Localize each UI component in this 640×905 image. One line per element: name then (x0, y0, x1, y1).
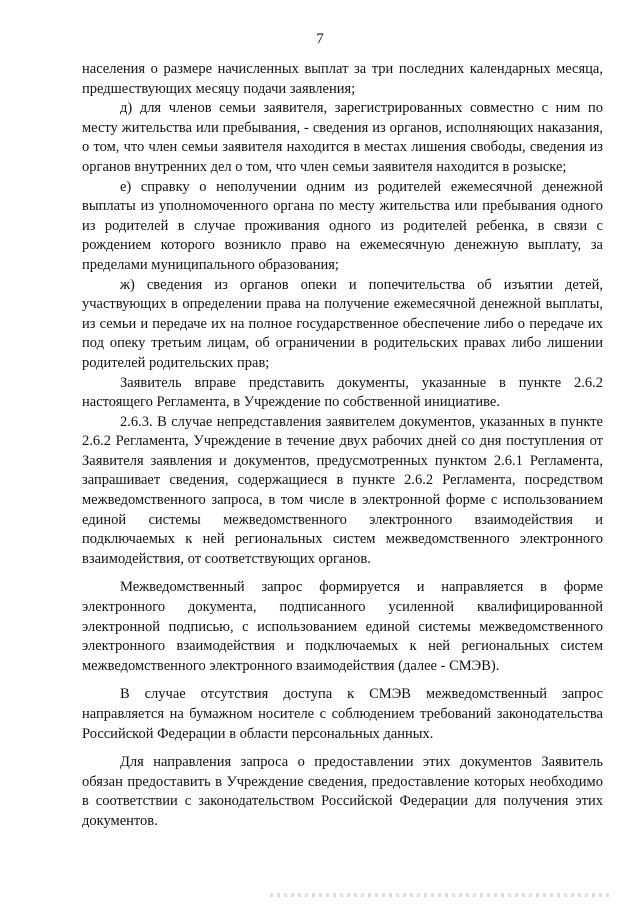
paragraph-item-d: д) для членов семьи заявителя, зарегистрированных совместно с ним по месту жительства или пребывания, - сведения из органов, исполняющих наказания, о том, что член семьи заявителя находится в местах лишения свободы, сведения из органов внутренних дел о том, что член семьи заявителя находится в розыске; (82, 100, 603, 175)
paragraph-item-zh: ж) сведения из органов опеки и попечительства об изъятии детей, участвующих в определении права на получение ежемесячной денежной выплаты, из семьи и передаче их на полное государственное обеспечение либо о передаче их под опеку третьим лицам, об ограничении в родительских правах либо лишении родителей родительских прав; (82, 276, 603, 371)
paragraph-request-documents: Для направления запроса о предоставлении этих документов Заявитель обязан предоставить в Учреждение сведения, предоставление которых необходимо в соответствии с законодательством Российской Федерации для получения этих документов. (82, 754, 603, 829)
document-body (82, 60, 603, 832)
paragraph-applicant-right: Заявитель вправе представить документы, указанные в пункте 2.6.2 настоящего Регламента, в Учреждение по собственной инициативе. (82, 374, 603, 411)
scan-artifact (270, 893, 610, 897)
paragraph-2-6-3: 2.6.3. В случае непредставления заявителем документов, указанных в пункте 2.6.2 Регламента, Учреждение в течение двух рабочих дней со дня поступления от Заявителя заявления и документов, предусмотренных пунктом 2.6.1 Регламента, запрашивает сведения, содержащиеся в пункте 2.6.2 Регламента, посредством межведомственного запроса, в том числе в электронной форме с использованием единой системы межведомственного электронного взаимодействия и подключаемых к ней региональных систем межведомственного электронного взаимодействия, от соответствующих органов. (82, 413, 603, 567)
paragraph-no-smev-access: В случае отсутствия доступа к СМЭВ межведомственный запрос направляется на бумажном носителе с соблюдением требований законодательства Российской Федерации в области персональных данных. (82, 686, 603, 742)
paragraph-continuation: населения о размере начисленных выплат за три последних календарных месяца, предшествующих месяцу подачи заявления; (82, 61, 603, 97)
page-number: 7 (316, 31, 324, 47)
paragraph-item-e: е) справку о неполучении одним из родителей ежемесячной денежной выплаты из уполномоченного органа по месту жительства или пребывания одного из родителей в случае проживания одного из родителей ребенка, в связи с рождением которого возникло право на ежемесячную денежную выплату, за пределами муниципального образования; (82, 178, 603, 273)
paragraph-interagency-request: Межведомственный запрос формируется и направляется в форме электронного документа, подписанного усиленной квалифицированной электронной подписью, с использованием единой системы межведомственного электронного взаимодействия и подключаемых к ней региональных систем межведомственного электронного взаимодействия (далее - СМЭВ). (82, 579, 603, 674)
